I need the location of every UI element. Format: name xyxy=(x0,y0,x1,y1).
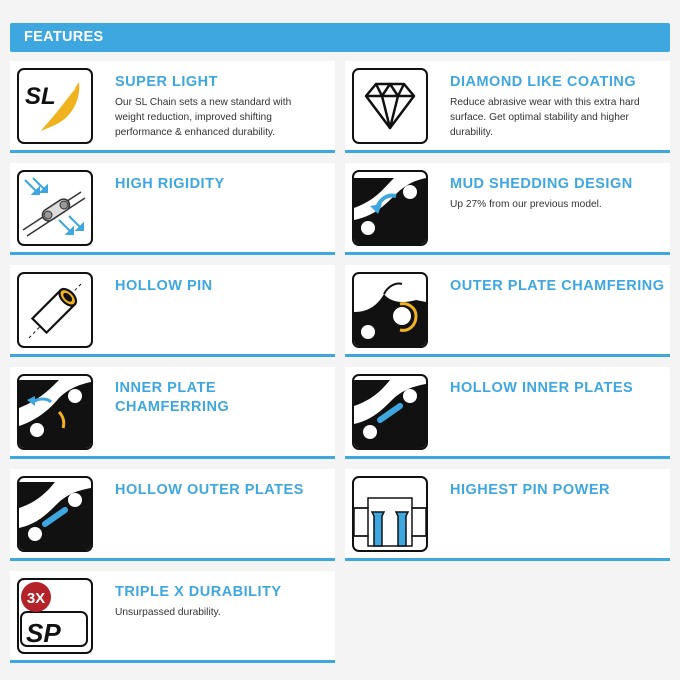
feature-title: HIGH RIGIDITY xyxy=(115,176,225,192)
feature-card-hollow-outer-plates xyxy=(10,469,335,561)
feature-description: Our SL Chain sets a new standard with weight reduction, improved shifting performance & enhanced durability. xyxy=(115,97,292,138)
feature-title: HOLLOW PIN xyxy=(115,278,213,294)
feature-description: Reduce abrasive wear with this extra hard surface. Get optimal stability and higher durability. xyxy=(450,97,640,138)
feature-title: TRIPLE X DURABILITY xyxy=(115,584,282,600)
feature-title: MUD SHEDDING DESIGN xyxy=(450,176,633,192)
feature-card-highest-pin-power xyxy=(345,469,670,561)
triple-x-sp-icon xyxy=(17,578,93,654)
hollow-pin-icon xyxy=(17,272,93,348)
triple-x-badge: 3X xyxy=(26,590,46,607)
diamond-icon xyxy=(352,68,428,144)
outer-plate-chamfer-icon xyxy=(352,272,428,348)
hollow-outer-plate-icon xyxy=(17,476,93,552)
feature-title: INNER PLATE CHAMFERRING xyxy=(115,380,230,415)
feature-description: Up 27% from our previous model. xyxy=(450,199,602,210)
feature-card-hollow-inner-plates xyxy=(345,367,670,459)
feature-card-outer-plate-chamfering xyxy=(345,265,670,357)
sp-logo: SP xyxy=(26,618,61,648)
feature-card-mud-shedding-design xyxy=(345,163,670,255)
feature-description: Unsurpassed durability. xyxy=(115,607,221,618)
feature-title: DIAMOND LIKE COATING xyxy=(450,74,637,90)
features-header xyxy=(10,23,670,52)
feature-card-hollow-pin xyxy=(10,265,335,357)
sl-feather-icon xyxy=(17,68,93,144)
feature-title: HIGHEST PIN POWER xyxy=(450,482,610,498)
feature-card-high-rigidity xyxy=(10,163,335,255)
inner-plate-chamfer-icon xyxy=(17,374,93,450)
plate-arrow-icon xyxy=(352,170,428,246)
feature-title: HOLLOW INNER PLATES xyxy=(450,380,634,396)
feature-title: HOLLOW OUTER PLATES xyxy=(115,482,304,498)
feature-card-diamond-like-coating xyxy=(345,61,670,153)
feature-card-inner-plate-chamferring xyxy=(10,367,335,459)
svg-text:SL: SL xyxy=(25,83,56,110)
feature-card-triple-x-durability xyxy=(10,571,335,663)
feature-title: SUPER LIGHT xyxy=(115,74,218,90)
hollow-inner-plate-icon xyxy=(352,374,428,450)
pin-power-icon xyxy=(352,476,428,552)
chain-link-arrows-icon xyxy=(17,170,93,246)
feature-title: OUTER PLATE CHAMFERING xyxy=(450,278,665,294)
features-header-title: FEATURES xyxy=(24,29,104,45)
feature-card-super-light xyxy=(10,61,335,153)
